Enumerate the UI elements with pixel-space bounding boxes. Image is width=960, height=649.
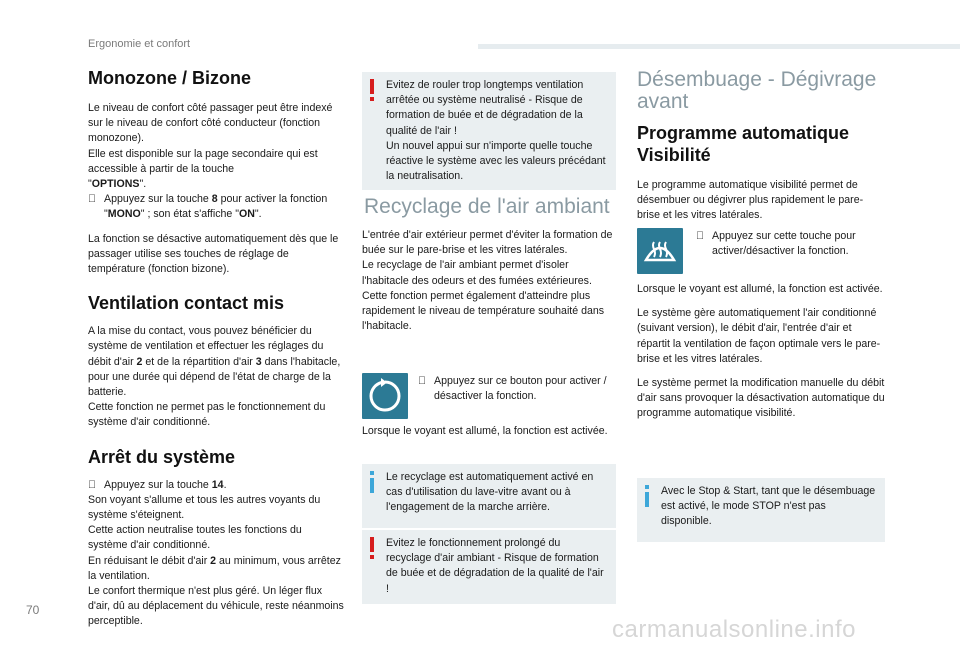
arret-key-2: 2: [210, 554, 217, 567]
arret-text-2: Cette action neutralise toutes les fonctions du système d'air conditionné.: [88, 524, 302, 552]
bullet-arrow-icon: [418, 374, 434, 389]
recyclage-title-wrap: [364, 196, 618, 218]
mono-bullet-text-c: " ; son état s'affiche ": [140, 208, 240, 221]
arret-title: Arrêt du système: [88, 446, 236, 467]
column-3-text: [637, 122, 885, 233]
vent-text-d: dans l'habitacle, pour une durée qui dépend de l'état de charge de la batterie.: [88, 355, 341, 399]
arret-bullet-end: .: [223, 478, 227, 491]
arret-text-3a: En réduisant le débit d'air: [88, 554, 211, 567]
vent-key-3: 3: [255, 355, 262, 368]
warning-1-text-a: Evitez de rouler trop longtemps ventilation arrêtée ou système neutralisé - Risque de formation de buée et de dégradation de la qualité de l'air !: [386, 79, 584, 137]
arret-text-1: Son voyant s'allume et tous les autres voyants du système s'éteignent.: [88, 493, 321, 522]
page-number: 70: [26, 603, 40, 617]
arret-paragraph: [88, 478, 344, 630]
programme-paragraph-4: Le système permet la modification manuelle du débit d'air sans provoquer la désactivation automatique du programme automatique visibilité.: [637, 377, 885, 420]
warning-2-text: Evitez le fonctionnement prolongé du recyclage d'air ambiant - Risque de formation de buée et de dégradation de la qualité de l'air !: [386, 537, 604, 595]
recyclage-title: Recyclage de l'air ambiant: [364, 195, 610, 218]
ventilation-paragraph: [88, 324, 344, 430]
recyclage-after-icon: [362, 424, 618, 448]
info-1-text: Le recyclage est automatiquement activé en cas d'utilisation du lave-vitre avant ou à l'engagement de la marche arrière.: [386, 471, 594, 514]
warning-icon: [369, 79, 374, 101]
recyclage-bullet: [418, 374, 610, 404]
arret-bullet: [88, 478, 344, 493]
mono-bullet-on: ON: [239, 208, 255, 221]
column-1: [88, 67, 344, 639]
mono-bullet: [88, 192, 344, 222]
info-2-text: Avec le Stop & Start, tant que le désembuage est activé, le mode STOP n'est pas disponible.: [661, 485, 876, 528]
header-bar: [478, 44, 960, 49]
defrost-bullet-text: Appuyez sur cette touche pour activer/désactiver la fonction.: [712, 230, 856, 258]
arret-text-4: Le confort thermique n'est plus géré. Un léger flux d'air, dû au déplacement du véhicule, reste néanmoins perceptible.: [88, 585, 344, 628]
info-icon: [369, 471, 374, 493]
mono-text-options: OPTIONS: [91, 178, 140, 191]
warning-icon: [369, 537, 374, 559]
mono-paragraph-2: La fonction se désactive automatiquement dès que le passager utilise ses touches de réglage de température (fonction bizone).: [88, 232, 339, 276]
section-header: Ergonomie et confort: [88, 38, 191, 50]
mono-bullet-text-a: Appuyez sur la touche: [104, 193, 212, 206]
windscreen-defrost-icon: [637, 228, 683, 274]
defrost-bullet-wrap: [696, 229, 882, 259]
mono-bullet-key: 8: [211, 193, 218, 206]
recyc-text-3: Cette fonction permet également d'atteindre plus rapidement le niveau de température souhaité dans l'habitacle.: [362, 289, 605, 333]
vent-text-e: Cette fonction ne permet pas le fonctionnement du système d'air conditionné.: [88, 401, 326, 429]
mono-title: Monozone / Bizone: [88, 68, 251, 88]
ventilation-title: Ventilation contact mis: [88, 293, 285, 314]
info-icon: [644, 485, 649, 507]
vent-key-2: 2: [136, 355, 143, 368]
info-note-2: [637, 478, 885, 542]
air-recirculation-icon: [362, 373, 408, 419]
arret-bullet-text: Appuyez sur la touche: [104, 478, 212, 491]
mono-bullet-mono: MONO: [107, 208, 141, 221]
arret-text-3c: au minimum, vous arrêtez la ventilation.: [88, 554, 341, 582]
mono-paragraph-1: [88, 101, 344, 223]
programme-paragraph-1: Le programme automatique visibilité permet de désembuer ou dégivrer plus rapidement le pare-brise et les vitres latérales.: [637, 179, 864, 222]
mono-text-1c-pre: ": [88, 178, 92, 191]
mono-text-1b: Elle est disponible sur la page secondaire qui est accessible à partir de la touche: [88, 147, 318, 175]
warning-note-1: [362, 72, 616, 190]
recyclage-paragraph-4: Lorsque le voyant est allumé, la fonction est activée.: [362, 425, 608, 437]
mono-text-1a: Le niveau de confort côté passager peut être indexé sur le niveau de confort côté conducteur (fonction monozone).: [88, 102, 333, 145]
mono-bullet-text-d: ".: [254, 208, 262, 221]
desembuage-title-wrap: [637, 69, 877, 113]
desembuage-title: Désembuage - Dégivrage avant: [637, 68, 877, 113]
programme-paragraph-2: Lorsque le voyant est allumé, la fonction est activée.: [637, 283, 883, 295]
bullet-arrow-icon: [696, 229, 712, 244]
recyclage-bullet-text: Appuyez sur ce bouton pour activer / désactiver la fonction.: [434, 375, 607, 403]
warning-note-2: [362, 530, 616, 604]
bullet-arrow-icon: [88, 478, 104, 493]
defrost-bullet: [696, 229, 882, 259]
recyclage-bullet-wrap: [418, 374, 610, 404]
programme-paragraph-3: Le système gère automatiquement l'air conditionné (suivant version), le débit d'air, l'entrée d'air et répartit la ventilation de façon optimale vers le pare-brise et les vitres latérales.: [637, 307, 881, 365]
vent-text-a: A la mise du contact, vous pouvez bénéficier du système de ventilation et effectuer les réglages du débit d'air: [88, 325, 324, 368]
column-2-text: [362, 228, 618, 343]
recyc-text-2: Le recyclage de l'air ambiant permet d'isoler l'habitacle des odeurs et des fumées extérieures.: [362, 259, 592, 287]
mono-text-1c-post: ".: [139, 178, 147, 191]
arret-bullet-key: 14: [211, 478, 224, 491]
warning-1-text-b: Un nouvel appui sur n'importe quelle touche réactive le système avec les valeurs précédant la neutralisation.: [386, 139, 606, 183]
recyc-text-1: L'entrée d'air extérieur permet d'éviter la formation de buée sur le pare-brise et les vitres latérales.: [362, 229, 613, 257]
mono-bullet-text-b: pour activer la fonction ": [104, 193, 328, 221]
programme-title: Programme automatique Visibilité: [637, 123, 850, 165]
column-3-text-2: [637, 282, 885, 431]
info-note-1: [362, 464, 616, 528]
recyclage-paragraph: [362, 228, 618, 334]
watermark: carmanualsonline.info: [612, 616, 856, 643]
bullet-arrow-icon: [88, 192, 104, 207]
vent-text-c: et de la répartition d'air: [142, 355, 256, 368]
